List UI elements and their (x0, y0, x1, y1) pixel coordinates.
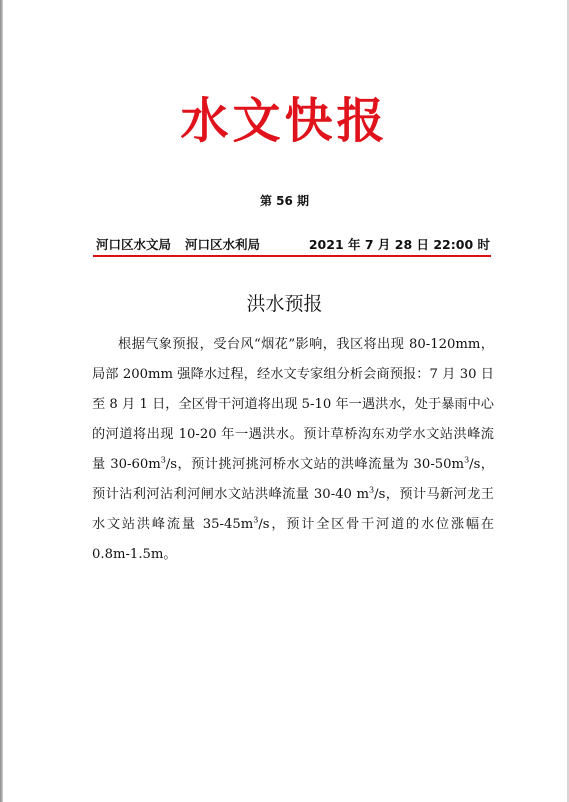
cubic-superscript: 3 (253, 515, 259, 525)
cubic-superscript: 3 (369, 485, 375, 495)
issue-number: 第 56 期 (259, 194, 310, 208)
body-text-part-2: /s，预计挑河挑河桥水文站的洪峰流量为 30-50m (165, 457, 465, 472)
issuer-hydrology-bureau: 河口区水文局 (96, 237, 172, 252)
body-text-part-5: /s，预计全区骨干河道的水位涨幅在 0.8m-1.5m。 (92, 517, 494, 562)
issue-datetime: 2021 年 7 月 28 日 22:00 时 (308, 237, 490, 252)
cubic-superscript: 3 (464, 455, 470, 465)
body-text-part-3: /s，预计沾利河沾利河闸水文站洪峰流量 30-40 m (92, 457, 494, 502)
red-divider-rule (93, 255, 491, 257)
masthead-title: 水文快报 (180, 93, 389, 149)
bulletin-body-paragraph (92, 330, 494, 570)
issuing-agencies (96, 235, 260, 253)
body-text-part-1: 根据气象预报，受台风“烟花”影响，我区将出现 80-120mm，局部 200mm 强降水过程，经水文专家组分析会商预报：7 月 30 日至 8 月 1 日，全区骨干河道将出现 5-10 年一遇洪水，处于暴雨中心的河道将出现 10-20 年一遇洪水。预计草桥沟东劝学水文站洪峰流量 30-60m (92, 337, 494, 472)
issuer-water-resources-bureau: 河口区水利局 (185, 237, 261, 252)
cubic-superscript: 3 (160, 455, 166, 465)
body-text-part-4: /s，预计马新河龙王水文站洪峰流量 35-45m (92, 487, 494, 532)
bulletin-title: 洪水预报 (246, 293, 323, 315)
